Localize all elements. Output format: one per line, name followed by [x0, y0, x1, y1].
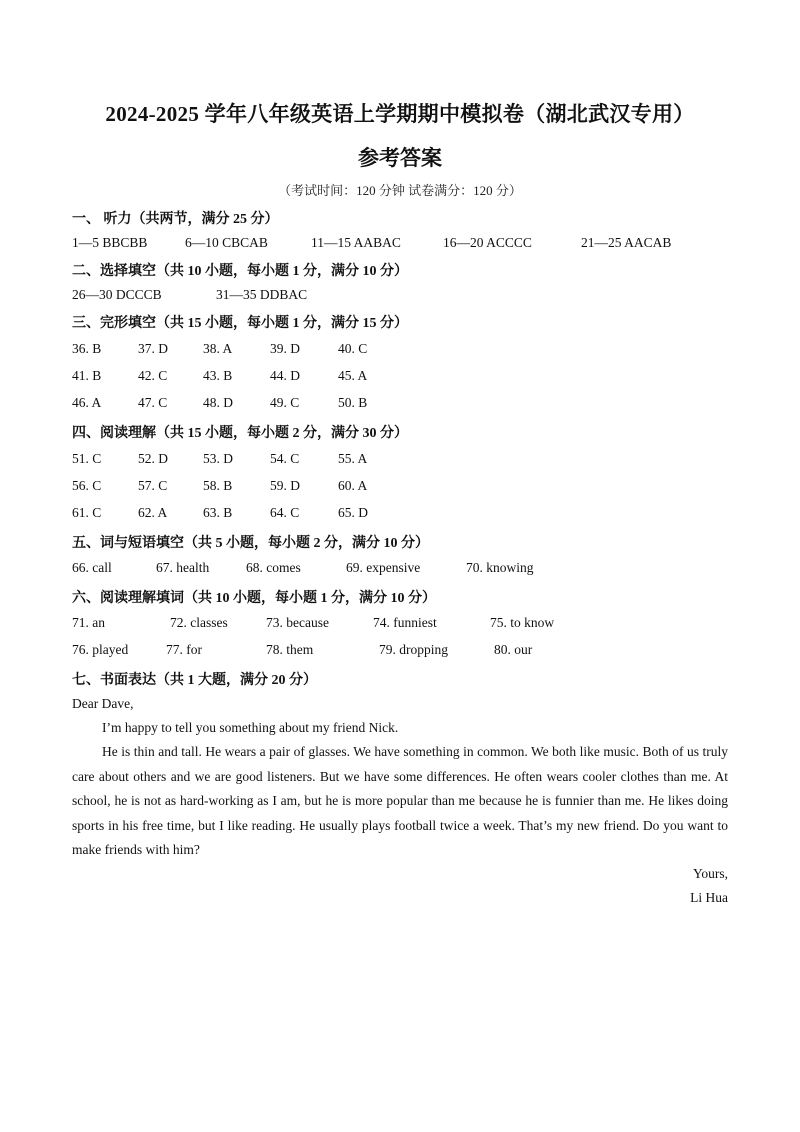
answer-item: 71. an: [72, 615, 105, 630]
answer-item: 78. them: [266, 642, 314, 657]
answer-item: 45. A: [338, 368, 368, 383]
section-heading-listening: 一、 听力（共两节，满分 25 分）: [72, 212, 279, 227]
answer-item: 65. D: [338, 505, 368, 520]
answer-item: 75. to know: [490, 615, 555, 630]
letter-closing: Yours,: [692, 866, 728, 881]
answer-item: 57. C: [138, 478, 168, 493]
answer-group: 1—5 BBCBB: [72, 235, 148, 250]
answer-item: 80. our: [494, 642, 533, 657]
answer-item: 54. C: [270, 451, 300, 466]
answer-item: 41. B: [72, 368, 102, 383]
answer-item: 39. D: [270, 341, 300, 356]
answer-item: 40. C: [338, 341, 368, 356]
answer-item: 72. classes: [170, 615, 228, 630]
answer-item: 60. A: [338, 478, 368, 493]
answer-item: 67. health: [156, 560, 210, 575]
answer-group: 21—25 AACAB: [581, 235, 672, 250]
answer-item: 43. B: [203, 368, 233, 383]
answer-item: 70. knowing: [466, 560, 534, 575]
answer-item: 44. D: [270, 368, 300, 383]
answer-item: 47. C: [138, 395, 168, 410]
letter-paragraph: I’m happy to tell you something about my friend Nick.: [102, 720, 399, 735]
answer-item: 49. C: [270, 395, 300, 410]
answer-item: 73. because: [266, 615, 329, 630]
answer-item: 79. dropping: [379, 642, 448, 657]
answer-item: 36. B: [72, 341, 102, 356]
answer-group: 16—20 ACCCC: [443, 235, 532, 250]
answer-item: 62. A: [138, 505, 168, 520]
section-heading-reading: 四、阅读理解（共 15 小题，每小题 2 分，满分 30 分）: [72, 426, 408, 441]
answer-item: 50. B: [338, 395, 368, 410]
answer-item: 58. B: [203, 478, 233, 493]
section-heading-multiple-choice: 二、选择填空（共 10 小题，每小题 1 分，满分 10 分）: [72, 264, 408, 279]
section-heading-cloze: 三、完形填空（共 15 小题，每小题 1 分，满分 15 分）: [72, 316, 408, 331]
section-heading-writing: 七、书面表达（共 1 大题，满分 20 分）: [72, 673, 317, 688]
answer-item: 69. expensive: [346, 560, 421, 575]
answer-item: 48. D: [203, 395, 233, 410]
answer-item: 46. A: [72, 395, 102, 410]
answer-item: 52. D: [138, 451, 168, 466]
answer-item: 76. played: [72, 642, 129, 657]
answer-item: 74. funniest: [373, 615, 437, 630]
letter-signature: Li Hua: [690, 890, 728, 905]
answer-item: 59. D: [270, 478, 300, 493]
letter-greeting: Dear Dave,: [72, 696, 134, 711]
answer-item: 51. C: [72, 451, 102, 466]
answer-group: 31—35 DDBAC: [216, 287, 308, 302]
answer-item: 56. C: [72, 478, 102, 493]
answer-item: 38. A: [203, 341, 233, 356]
answer-item: 77. for: [166, 642, 202, 657]
letter-paragraph: He is thin and tall. He wears a pair of glasses. We have something in common. We both like music. Both of us truly care about others and we are good listeners. But we have some differences. He often wears cooler clothes than me. At school, he is not as hard-working as I am, but he is more popular than me because he is funnier than me. He likes doing sports in his free time, but I like reading. He usually plays football twice a week. That’s my new friend. Do you want to make friends with him?: [72, 744, 728, 858]
answer-item: 68. comes: [246, 560, 301, 575]
page-subtitle: 参考答案: [358, 146, 442, 170]
exam-meta: （考试时间：120 分钟 试卷满分：120 分）: [278, 183, 522, 198]
answer-group: 26—30 DCCCB: [72, 287, 162, 302]
answer-item: 66. call: [72, 560, 112, 575]
answer-item: 37. D: [138, 341, 168, 356]
answer-item: 55. A: [338, 451, 368, 466]
answer-item: 61. C: [72, 505, 102, 520]
answer-item: 42. C: [138, 368, 168, 383]
section-heading-word-fill: 五、词与短语填空（共 5 小题，每小题 2 分，满分 10 分）: [72, 536, 429, 551]
page-title: 2024-2025 学年八年级英语上学期期中模拟卷（湖北武汉专用）: [105, 102, 695, 126]
section-heading-reading-fill: 六、阅读理解填词（共 10 小题，每小题 1 分，满分 10 分）: [72, 591, 436, 606]
answer-group: 6—10 CBCAB: [185, 235, 268, 250]
answer-item: 64. C: [270, 505, 300, 520]
answer-group: 11—15 AABAC: [311, 235, 401, 250]
answer-item: 63. B: [203, 505, 233, 520]
answer-item: 53. D: [203, 451, 233, 466]
